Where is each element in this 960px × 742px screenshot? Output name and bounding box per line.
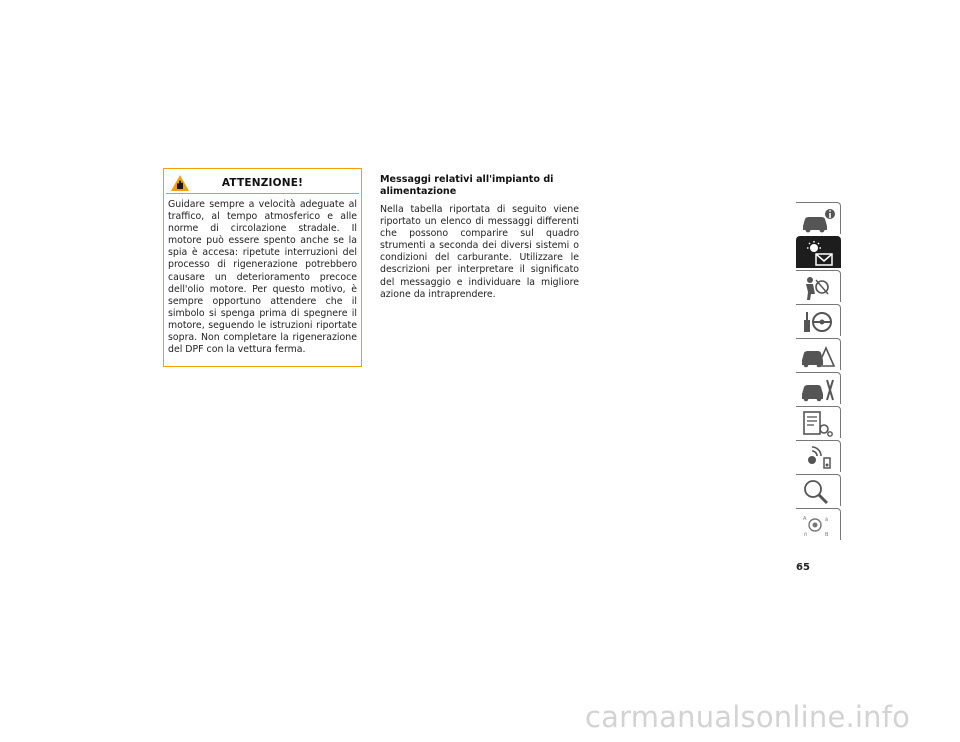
warning-header [164,169,361,197]
watermark: carmanualsonline.info [585,700,911,734]
car-info-icon [800,206,836,233]
tab-specifications[interactable] [796,406,841,438]
svg-text:ñ: ñ [804,532,808,538]
tab-car-info[interactable] [796,202,841,234]
tab-multimedia[interactable] [796,440,841,472]
svg-text:ä: ä [825,517,829,523]
tab-index[interactable] [796,474,841,506]
steering-wheel-start-icon [800,308,836,335]
tab-service[interactable] [796,372,841,404]
language-icon [800,512,836,539]
tab-safety[interactable] [796,270,841,302]
warning-title: ATTENZIONE! [221,177,304,189]
svg-text:A: A [803,516,807,522]
tab-starting-driving[interactable] [796,304,841,336]
svg-text:B: B [825,532,829,538]
warning-divider [166,193,359,194]
section-body: Nella tabella riportata di seguito viene riportato un elenco di messaggi differenti che possono comparire sul quadro strumenti a seconda dei diversi sistemi o condizioni del carburante. Utilizzare le descrizioni per interpretare il significato del messaggio e individuare la migliore azione da intraprendere. [380,204,579,300]
tab-emergency[interactable] [796,338,841,370]
section-title: Messaggi relativi all'impianto di alimentazione [380,174,554,197]
warning-text: Guidare sempre a velocità adeguate al traffico, al tempo atmosferico e alle norme di circolazione stradale. Il motore può essere spento anche se la spia è accesa: ripetute interruzioni del processo di rigenerazione potrebbero causare un deterioramento precoce dell'olio motore. Per questo motivo, è sempre opportuno attendere che il simbolo si spenga prima di spegnere il motore, seguendo le istruzioni riportate sopra. Non completare la rigenerazione del DPF con la vettura ferma. [168,199,357,356]
multimedia-icon [800,444,836,471]
tab-warning-lights[interactable] [796,236,841,268]
warning-box [163,168,362,367]
car-emergency-icon [800,342,836,369]
warning-light-message-icon [800,240,836,267]
car-service-tools-icon [800,376,836,403]
search-index-icon [800,478,836,505]
page-number: 65 [796,562,810,573]
tab-languages[interactable] [796,508,841,540]
airbag-safety-icon [800,274,836,301]
specifications-icon [800,410,836,437]
